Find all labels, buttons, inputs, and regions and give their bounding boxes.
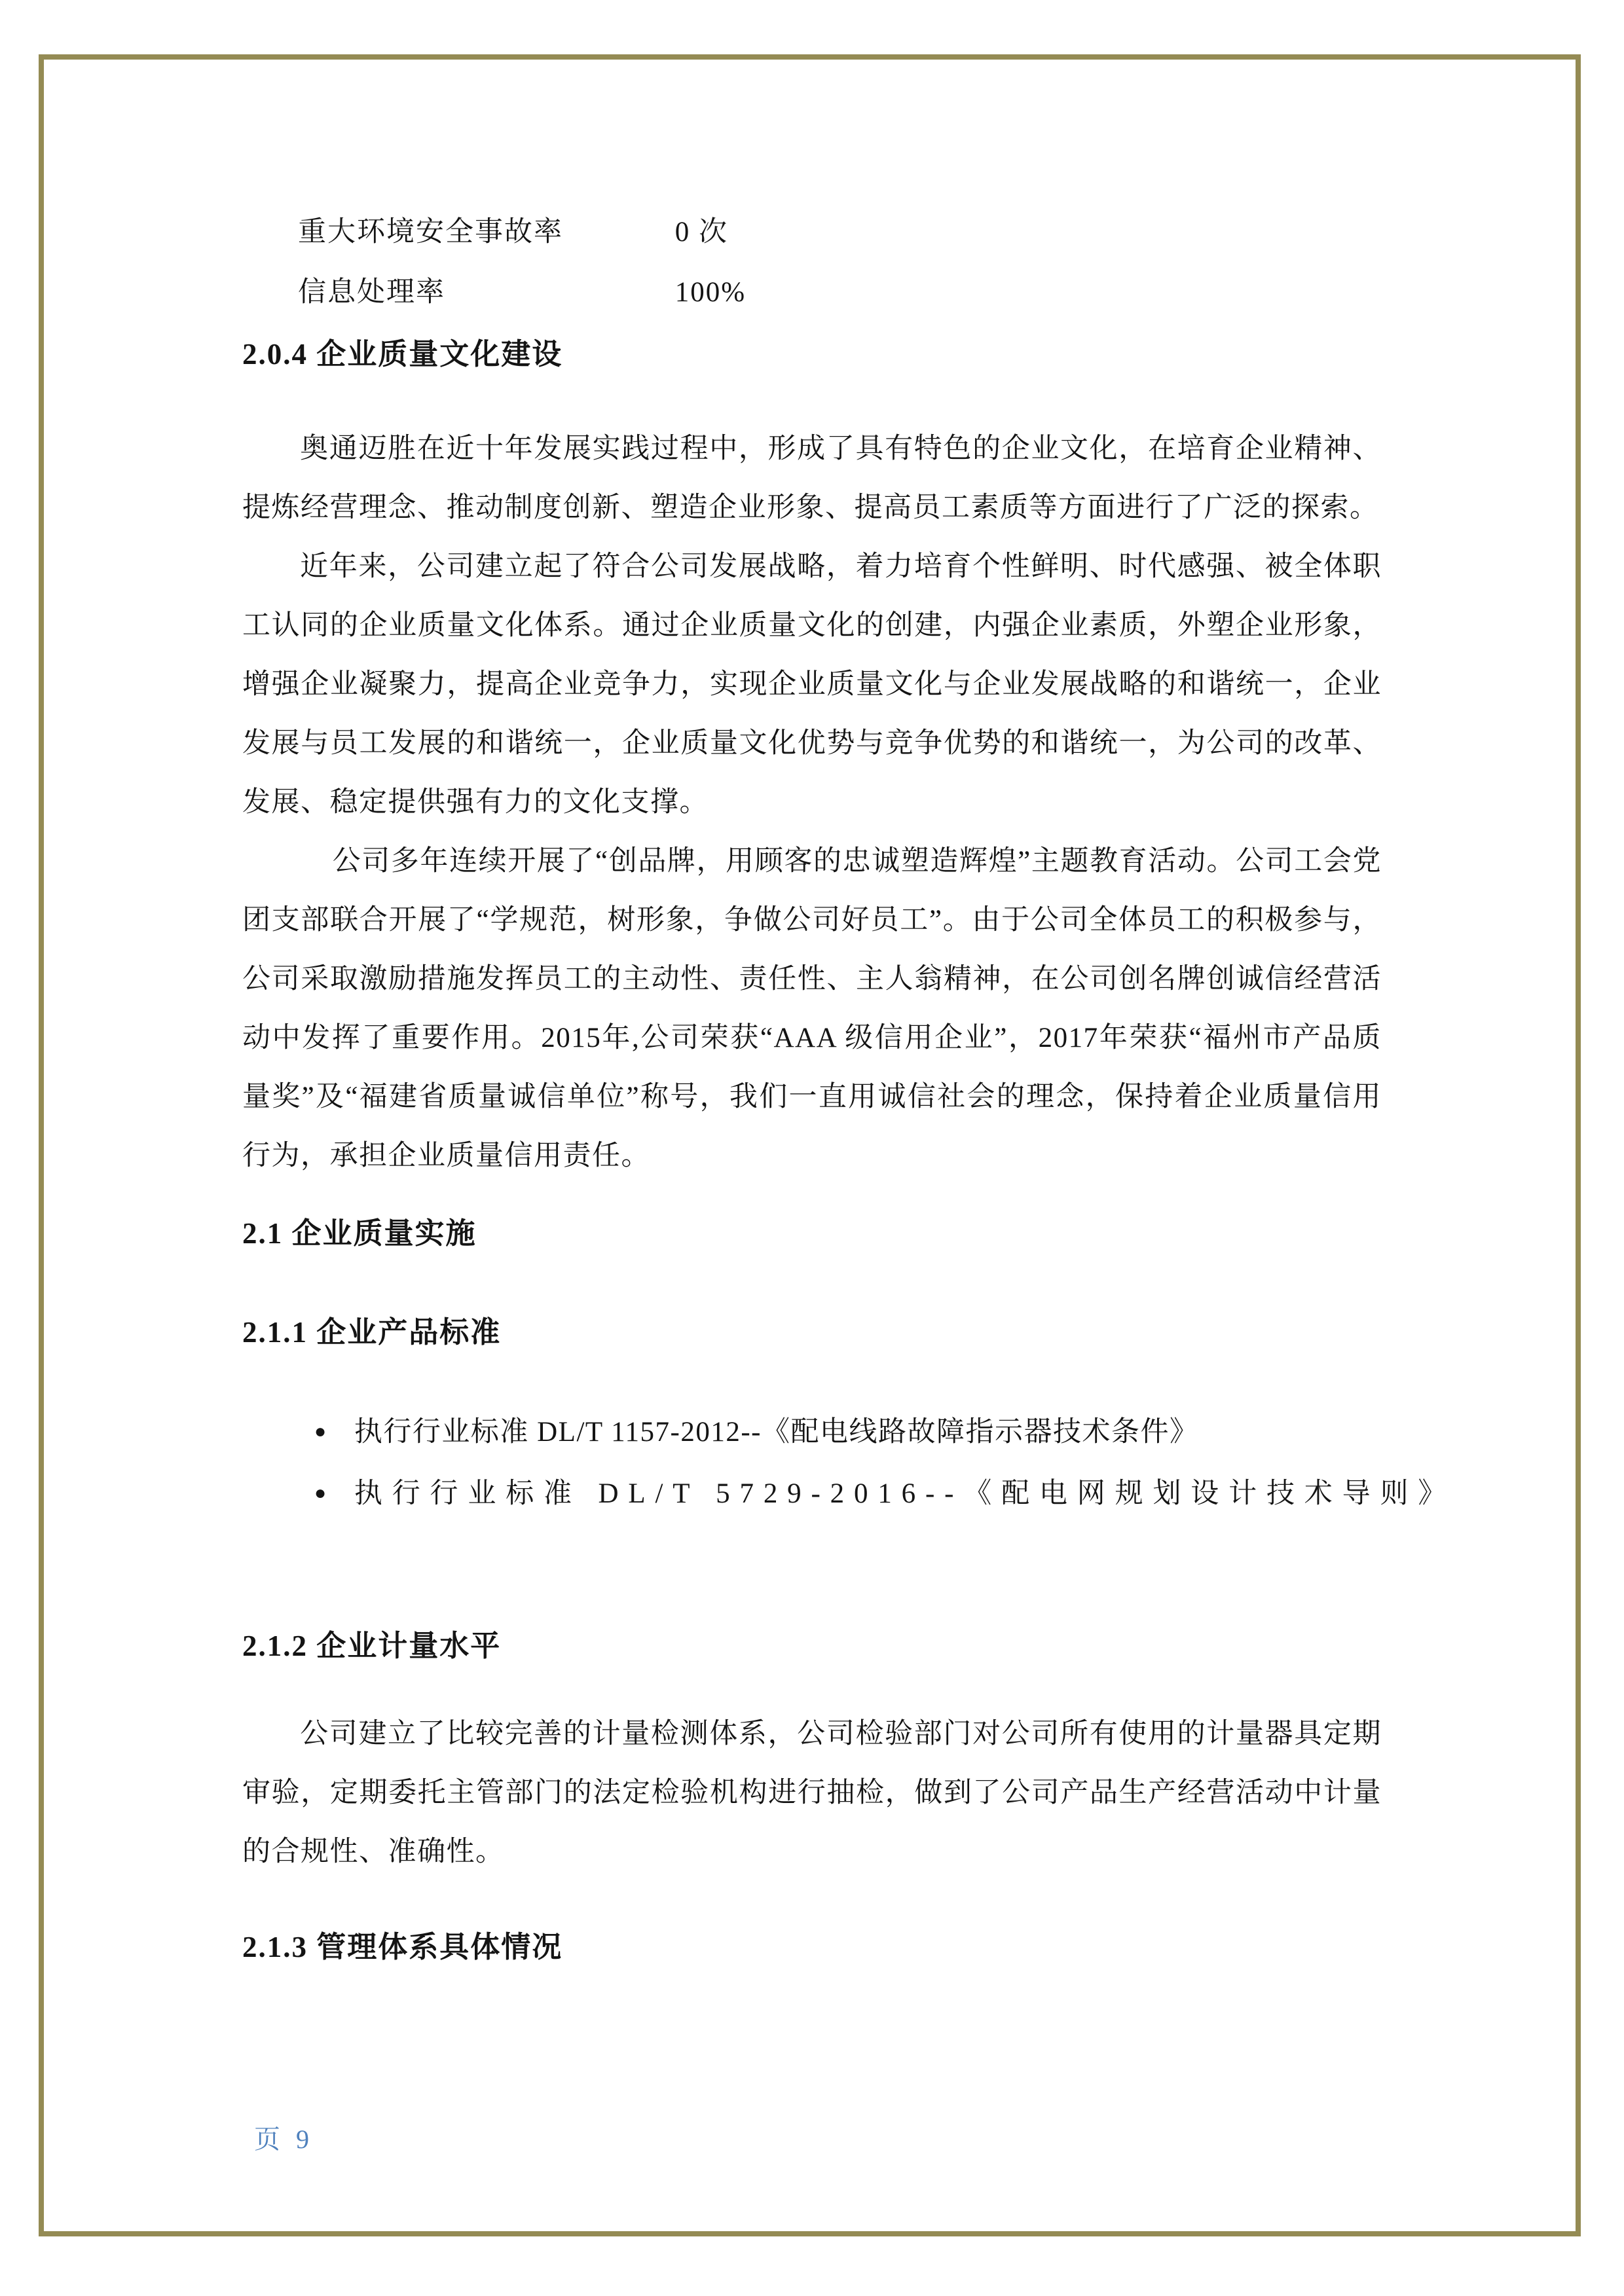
metric-label: 信息处理率 <box>298 277 445 308</box>
bullet-icon: ● <box>314 1482 327 1504</box>
bullet-text: 执行行业标准 DL/T 5729-2016--《配电网规划设计技术导则》 <box>354 1478 1456 1509</box>
page-footer <box>254 2120 310 2159</box>
paragraph-culture-intro: 奥通迈胜在近十年发展实践过程中，形成了具有特色的企业文化，在培育企业精神、提炼经营理念、推动制度创新、塑造企业形象、提高员工素质等方面进行了广泛的探索。 <box>242 433 1382 523</box>
page-number: 9 <box>296 2124 310 2154</box>
metric-label: 重大环境安全事故率 <box>298 217 563 247</box>
metric-row <box>242 202 1382 263</box>
metric-value: 100% <box>674 277 747 308</box>
bullet-text: 执行行业标准 DL/T 1157-2012--《配电线路故障指示器技术条件》 <box>354 1417 1199 1448</box>
bullet-item-standard-1 <box>314 1403 1382 1465</box>
section-heading-2-1-1: 2.1.1 企业产品标准 <box>242 1316 502 1349</box>
paragraph-metrology: 公司建立了比较完善的计量检测体系，公司检验部门对公司所有使用的计量器具定期审验，定期委托主管部门的法定检验机构进行抽检，做到了公司产品生产经营活动中计量的合规性、准确性。 <box>242 1719 1382 1867</box>
bullet-item-standard-2 <box>314 1465 1456 1526</box>
page-content <box>242 202 1456 1978</box>
metrics-block <box>242 202 1382 323</box>
section-heading-2-1-3: 2.1.3 管理体系具体情况 <box>242 1931 563 1963</box>
section-heading-2-1-2: 2.1.2 企业计量水平 <box>242 1630 502 1662</box>
paragraph-culture-system: 近年来，公司建立起了符合公司发展战略，着力培育个性鲜明、时代感强、被全体职工认同的企业质量文化体系。通过企业质量文化的创建，内强企业素质，外塑企业形象，增强企业凝聚力，提高企业竞争力，实现企业质量文化与企业发展战略的和谐统一，企业发展与员工发展的和谐统一，企业质量文化优势与竞争优势的和谐统一，为公司的改革、发展、稳定提供强有力的文化支撑。 <box>242 551 1382 818</box>
section-heading-2-0-4: 2.0.4 企业质量文化建设 <box>242 338 563 371</box>
bullet-icon: ● <box>314 1421 327 1442</box>
metric-row <box>242 263 1382 323</box>
paragraph-brand-activities: 公司多年连续开展了“创品牌，用顾客的忠诚塑造辉煌”主题教育活动。公司工会党团支部联合开展了“学规范，树形象，争做公司好员工”。由于公司全体员工的积极参与，公司采取激励措施发挥员工的主动性、责任性、主人翁精神，在公司创名牌创诚信经营活动中发挥了重要作用。2015年,公司荣获“AAA 级信用企业”，2017年荣获“福州市产品质量奖”及“福建省质量诚信单位”称号，我们一直用诚信社会的理念，保持着企业质量信用行为，承担企业质量信用责任。 <box>242 846 1382 1171</box>
standards-bullet-list <box>242 1403 1456 1526</box>
section-heading-2-1: 2.1 企业质量实施 <box>242 1217 477 1250</box>
metric-value: 0 次 <box>674 217 728 247</box>
page-footer-label: 页 <box>254 2124 282 2154</box>
